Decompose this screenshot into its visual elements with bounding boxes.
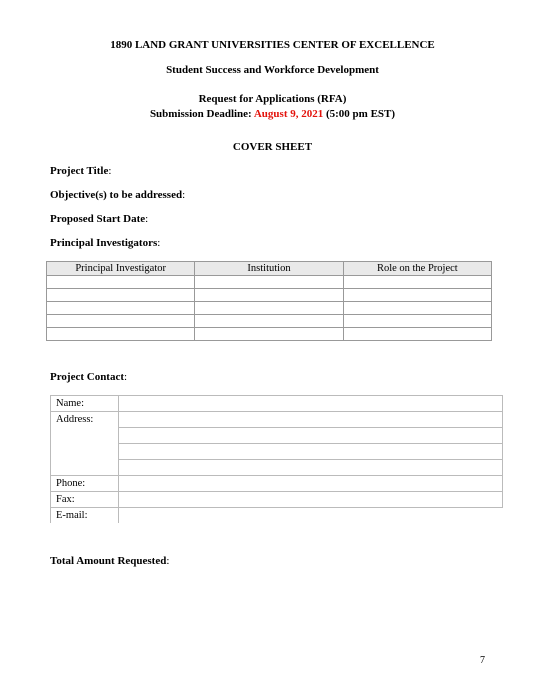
colon: :: [166, 555, 170, 567]
colon: :: [124, 371, 128, 383]
table-cell[interactable]: [195, 315, 343, 328]
project-contact-field: [50, 371, 127, 383]
table-cell[interactable]: [195, 328, 343, 341]
project-contact-table: [50, 395, 503, 523]
colon: :: [182, 189, 186, 201]
project-contact-label: Project Contact: [50, 371, 125, 383]
submission-deadline: [0, 108, 545, 120]
deadline-label: Submission Deadline:: [149, 108, 254, 120]
address-line-1[interactable]: [119, 412, 503, 428]
table-cell[interactable]: [195, 289, 343, 302]
total-amount-field: [50, 555, 169, 567]
deadline-date: August 9, 2021: [253, 108, 324, 120]
column-header-role: Role on the Project: [343, 262, 491, 276]
address-label: Address:: [51, 412, 119, 476]
org-heading: 1890 LAND GRANT UNIVERSITIES CENTER OF EXCELLENCE: [110, 39, 435, 51]
table-cell[interactable]: [47, 315, 195, 328]
principal-investigators-label: Principal Investigators: [50, 237, 158, 249]
page-number: 7: [480, 655, 485, 666]
contact-row-fax: [51, 492, 503, 508]
address-line-2[interactable]: [119, 428, 503, 444]
table-row: [47, 302, 492, 315]
colon: :: [157, 237, 161, 249]
email-value[interactable]: [119, 508, 503, 524]
total-amount-label: Total Amount Requested: [50, 555, 167, 567]
table-cell[interactable]: [343, 315, 491, 328]
email-label: E-mail:: [51, 508, 119, 524]
project-title-field: [50, 165, 111, 177]
name-value[interactable]: [119, 396, 503, 412]
name-label: Name:: [51, 396, 119, 412]
contact-row-phone: [51, 476, 503, 492]
contact-row-address: [51, 460, 503, 476]
contact-row-address: [51, 444, 503, 460]
contact-row-address: [51, 412, 503, 428]
table-cell[interactable]: [343, 328, 491, 341]
table-cell[interactable]: [343, 276, 491, 289]
table-row: [47, 315, 492, 328]
table-cell[interactable]: [47, 328, 195, 341]
project-title-label: Project Title: [50, 165, 109, 177]
rfa-heading: Request for Applications (RFA): [198, 93, 347, 105]
phone-value[interactable]: [119, 476, 503, 492]
table-cell[interactable]: [47, 276, 195, 289]
table-cell[interactable]: [343, 302, 491, 315]
phone-label: Phone:: [51, 476, 119, 492]
objectives-label: Objective(s) to be addressed: [50, 189, 183, 201]
contact-row-address: [51, 428, 503, 444]
fax-value[interactable]: [119, 492, 503, 508]
colon: :: [108, 165, 112, 177]
table-cell[interactable]: [195, 302, 343, 315]
contact-row-name: [51, 396, 503, 412]
table-cell[interactable]: [47, 289, 195, 302]
column-header-institution: Institution: [195, 262, 343, 276]
table-cell[interactable]: [195, 276, 343, 289]
table-row: [47, 289, 492, 302]
section-title: COVER SHEET: [232, 141, 313, 153]
start-date-label: Proposed Start Date: [50, 213, 146, 225]
contact-row-email: [51, 508, 503, 524]
objectives-field: [50, 189, 185, 201]
table-cell[interactable]: [343, 289, 491, 302]
colon: :: [145, 213, 149, 225]
program-subtitle: Student Success and Workforce Development: [166, 64, 379, 76]
start-date-field: [50, 213, 148, 225]
fax-label: Fax:: [51, 492, 119, 508]
table-cell[interactable]: [47, 302, 195, 315]
principal-investigators-field: [50, 237, 160, 249]
column-header-investigator: Principal Investigator: [47, 262, 195, 276]
table-header-row: [47, 262, 492, 276]
address-line-3[interactable]: [119, 444, 503, 460]
table-row: [47, 328, 492, 341]
address-line-4[interactable]: [119, 460, 503, 476]
principal-investigators-table: [46, 261, 492, 341]
table-row: [47, 276, 492, 289]
deadline-time: (5:00 pm EST): [323, 108, 396, 120]
